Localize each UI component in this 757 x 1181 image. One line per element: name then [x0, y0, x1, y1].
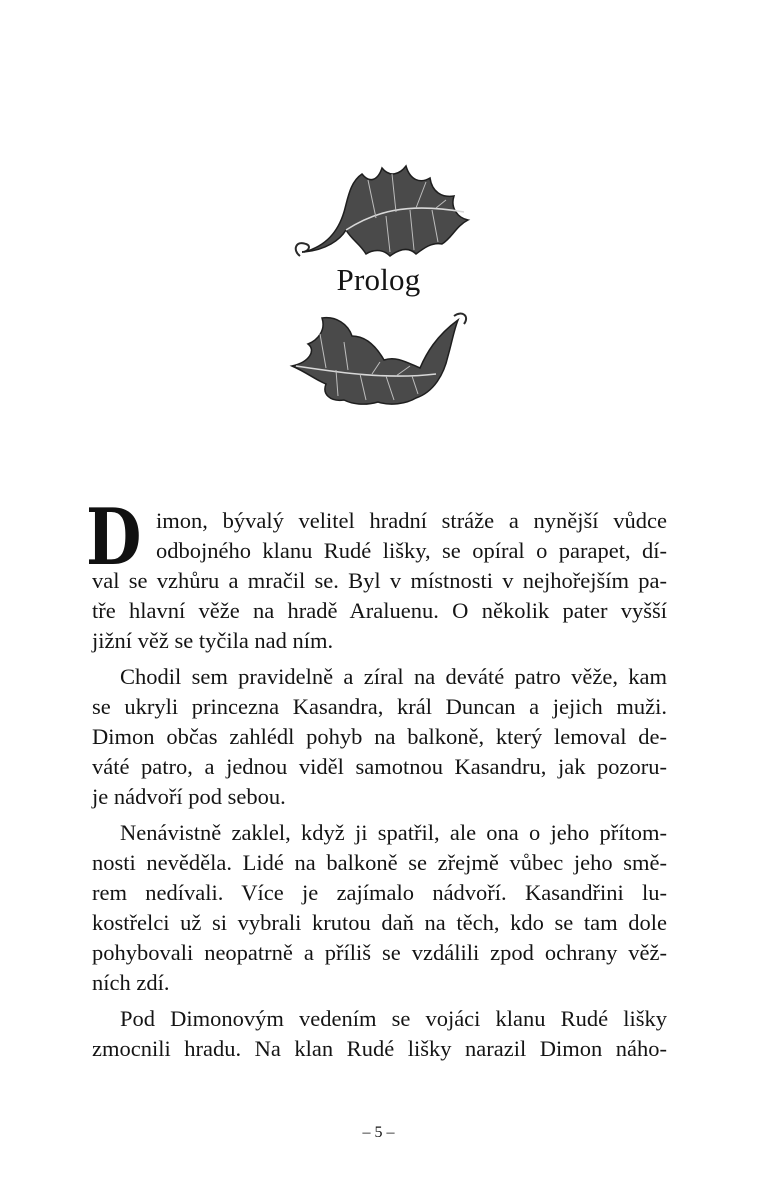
text-line: nosti nevěděla. Lidé na balkoně se zřejmě vůbec jeho smě- [92, 850, 667, 875]
oak-leaf-bottom-icon [286, 306, 471, 406]
page-number: – 5 – [362, 1124, 395, 1141]
text-line: zmocnili hradu. Na klan Rudé lišky narazil Dimon náho- [92, 1036, 667, 1061]
text-line: Dimon občas zahlédl pohyb na balkoně, který lemoval de- [92, 724, 667, 749]
text-line: váté patro, a jednou viděl samotnou Kasandru, jak pozoru- [92, 754, 667, 779]
text-line: pohybovali neopatrně a příliš se vzdálili zpod ochrany věž- [92, 940, 667, 965]
drop-cap-letter: D [86, 492, 142, 583]
text-line: rem nedívali. Více je zajímalo nádvoří. Kasandřini lu- [92, 880, 667, 905]
text-line: Chodil sem pravidelně a zíral na deváté patro věže, kam [120, 664, 667, 689]
oak-leaf-top-icon [286, 160, 471, 268]
text-line: je nádvoří pod sebou. [92, 784, 286, 809]
text-line: ních zdí. [92, 970, 170, 995]
text-line: se ukryli princezna Kasandra, král Duncan a jejich muži. [92, 694, 667, 719]
text-line: jižní věž se tyčila nad ním. [92, 628, 334, 653]
text-line: Nenávistně zaklel, když ji spatřil, ale ona o jeho přítom- [120, 820, 667, 845]
text-line: tře hlavní věže na hradě Araluenu. O několik pater vyšší [92, 598, 667, 623]
text-line: val se vzhůru a mračil se. Byl v místnosti v nejhořejším pa- [92, 568, 667, 593]
text-line: Pod Dimonovým vedením se vojáci klanu Rudé lišky [120, 1006, 667, 1031]
text-line: imon, bývalý velitel hradní stráže a nynější vůdce [156, 508, 667, 533]
chapter-title: Prolog [336, 262, 421, 297]
text-line: odbojného klanu Rudé lišky, se opíral o parapet, dí- [156, 538, 667, 563]
text-line: kostřelci už si vybrali krutou daň na těch, kdo se tam dole [92, 910, 667, 935]
